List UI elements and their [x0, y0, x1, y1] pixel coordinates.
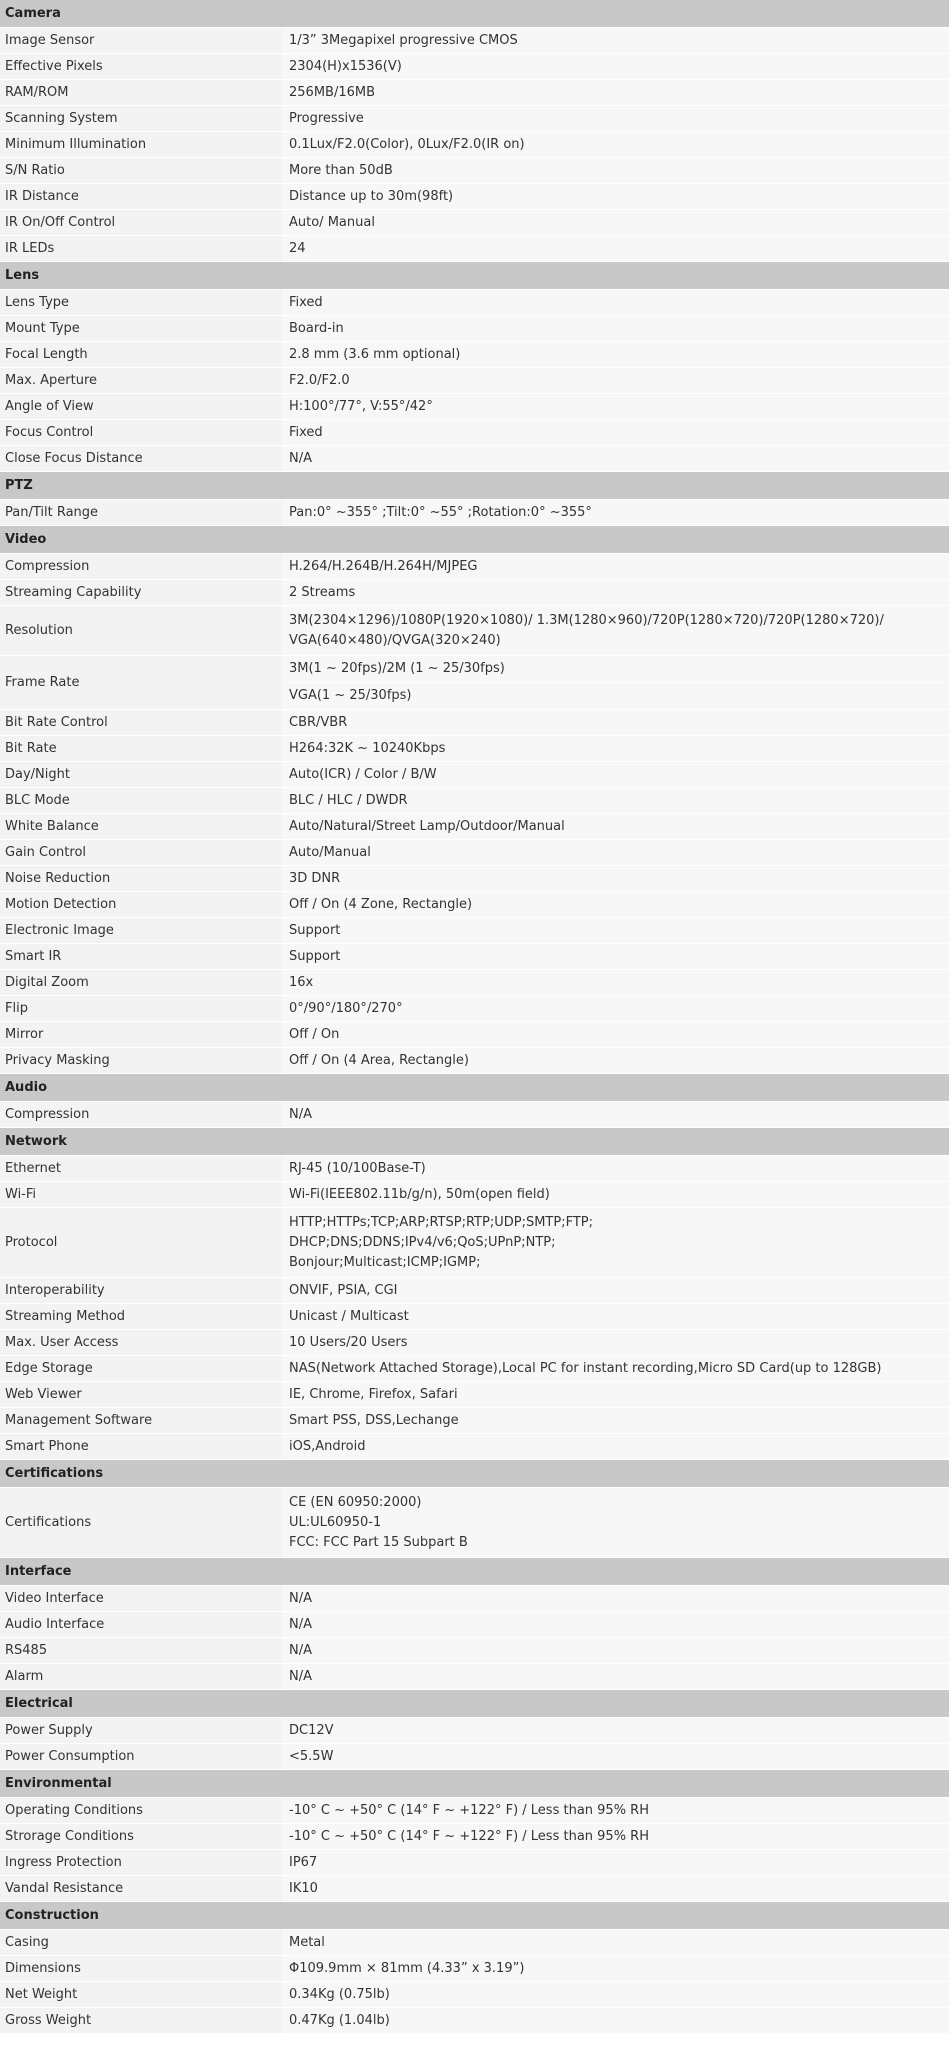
- spec-value-line: Off / On: [289, 1026, 340, 1042]
- spec-value-line: Auto(ICR) / Color / B/W: [289, 766, 437, 782]
- spec-value-line: Unicast / Multicast: [289, 1308, 409, 1324]
- spec-label: Operating Conditions: [0, 1798, 282, 1824]
- spec-row-power-consumption: [0, 1744, 949, 1770]
- spec-value: [282, 1824, 949, 1850]
- spec-row-day-night: [0, 762, 949, 788]
- spec-row-rs485: [0, 1638, 949, 1664]
- spec-value-line: Wi-Fi(IEEE802.11b/g/n), 50m(open field): [289, 1186, 550, 1202]
- spec-value: [282, 80, 949, 106]
- section-header-electrical: [0, 1690, 949, 1718]
- spec-label: Protocol: [0, 1208, 282, 1278]
- spec-value: [282, 1798, 949, 1824]
- spec-label: Interoperability: [0, 1278, 282, 1304]
- spec-value: [282, 1930, 949, 1956]
- spec-value-line: -10° C ~ +50° C (14° F ~ +122° F) / Less than 95% RH: [289, 1828, 649, 1844]
- spec-label: Vandal Resistance: [0, 1876, 282, 1902]
- spec-value: [282, 1664, 949, 1690]
- spec-label: Effective Pixels: [0, 54, 282, 80]
- spec-row-close-focus-distance: [0, 446, 949, 472]
- spec-row-resolution: [0, 606, 949, 656]
- spec-value: [282, 1382, 949, 1408]
- spec-label: Bit Rate Control: [0, 710, 282, 736]
- spec-value: [282, 1102, 949, 1128]
- spec-value-line: BLC / HLC / DWDR: [289, 792, 408, 808]
- spec-value: [282, 970, 949, 996]
- spec-label: Web Viewer: [0, 1382, 282, 1408]
- spec-row-pan-tilt-range: [0, 500, 949, 526]
- section-title: Construction: [0, 1902, 949, 1930]
- spec-value-line: DHCP;DNS;DDNS;IPv4/v6;QoS;UPnP;NTP;: [289, 1234, 556, 1250]
- spec-label: RAM/ROM: [0, 80, 282, 106]
- spec-value-line: Off / On (4 Area, Rectangle): [289, 1052, 469, 1068]
- spec-row-ram-rom: [0, 80, 949, 106]
- spec-value-line: IP67: [289, 1854, 318, 1870]
- section-header-audio: [0, 1074, 949, 1102]
- spec-value: [282, 1304, 949, 1330]
- spec-value-line: 16x: [289, 974, 314, 990]
- spec-value-line: Φ109.9mm × 81mm (4.33” x 3.19”): [289, 1960, 525, 1976]
- spec-label: Ingress Protection: [0, 1850, 282, 1876]
- spec-value-line: 2304(H)x1536(V): [289, 58, 402, 74]
- spec-label: Alarm: [0, 1664, 282, 1690]
- spec-label: Gross Weight: [0, 2008, 282, 2034]
- spec-row-ingress-protection: [0, 1850, 949, 1876]
- spec-value: [282, 1850, 949, 1876]
- spec-label: IR LEDs: [0, 236, 282, 262]
- spec-label: Motion Detection: [0, 892, 282, 918]
- spec-row-image-sensor: [0, 28, 949, 54]
- spec-value-line: Bonjour;Multicast;ICMP;IGMP;: [289, 1254, 481, 1270]
- spec-value-line: Off / On (4 Zone, Rectangle): [289, 896, 473, 912]
- spec-value-line: N/A: [289, 450, 312, 466]
- section-title: Environmental: [0, 1770, 949, 1798]
- spec-value: [282, 500, 949, 526]
- spec-label: Streaming Method: [0, 1304, 282, 1330]
- section-header-construction: [0, 1902, 949, 1930]
- spec-row-dimensions: [0, 1956, 949, 1982]
- spec-label: Management Software: [0, 1408, 282, 1434]
- spec-value-line: HTTP;HTTPs;TCP;ARP;RTSP;RTP;UDP;SMTP;FTP;: [289, 1214, 593, 1230]
- spec-row-minimum-illumination: [0, 132, 949, 158]
- spec-value: [282, 892, 949, 918]
- spec-label: Mount Type: [0, 316, 282, 342]
- spec-row-effective-pixels: [0, 54, 949, 80]
- section-header-camera: [0, 0, 949, 28]
- spec-value: [282, 918, 949, 944]
- spec-value: [282, 1022, 949, 1048]
- spec-value: [282, 1434, 949, 1460]
- spec-label: White Balance: [0, 814, 282, 840]
- spec-value-line: iOS,Android: [289, 1438, 366, 1454]
- spec-label: Image Sensor: [0, 28, 282, 54]
- section-header-ptz: [0, 472, 949, 500]
- spec-label: Privacy Masking: [0, 1048, 282, 1074]
- spec-label: Smart Phone: [0, 1434, 282, 1460]
- spec-value-line: 0.1Lux/F2.0(Color), 0Lux/F2.0(IR on): [289, 136, 525, 152]
- spec-row-ir-on-off-control: [0, 210, 949, 236]
- spec-label: Audio Interface: [0, 1612, 282, 1638]
- spec-value-line: RJ-45 (10/100Base-T): [289, 1160, 426, 1176]
- spec-value-line: N/A: [289, 1668, 312, 1684]
- spec-row-casing: [0, 1930, 949, 1956]
- spec-value: [282, 580, 949, 606]
- section-title: Video: [0, 526, 949, 554]
- spec-label: Power Consumption: [0, 1744, 282, 1770]
- spec-label: Streaming Capability: [0, 580, 282, 606]
- spec-label: Resolution: [0, 606, 282, 656]
- spec-value-line: 2 Streams: [289, 584, 356, 600]
- spec-row-frame-rate: [0, 656, 949, 710]
- spec-value-line: Auto/Manual: [289, 844, 371, 860]
- spec-value-line: VGA(1 ~ 25/30fps): [289, 682, 944, 709]
- spec-label: Net Weight: [0, 1982, 282, 2008]
- spec-row-gain-control: [0, 840, 949, 866]
- spec-label: Dimensions: [0, 1956, 282, 1982]
- spec-value: [282, 1744, 949, 1770]
- spec-label: Minimum Illumination: [0, 132, 282, 158]
- spec-label: Compression: [0, 1102, 282, 1128]
- spec-value: [282, 420, 949, 446]
- spec-label: Scanning System: [0, 106, 282, 132]
- section-header-network: [0, 1128, 949, 1156]
- section-title: Audio: [0, 1074, 949, 1102]
- spec-row-compression: [0, 1102, 949, 1128]
- spec-row-ir-leds: [0, 236, 949, 262]
- spec-label: Max. Aperture: [0, 368, 282, 394]
- spec-value-line: 0.34Kg (0.75lb): [289, 1986, 390, 2002]
- spec-row-audio-interface: [0, 1612, 949, 1638]
- spec-row-protocol: [0, 1208, 949, 1278]
- spec-row-gross-weight: [0, 2008, 949, 2034]
- spec-value-line: 1/3” 3Megapixel progressive CMOS: [289, 32, 518, 48]
- spec-row-mount-type: [0, 316, 949, 342]
- spec-value: [282, 996, 949, 1022]
- spec-label: S/N Ratio: [0, 158, 282, 184]
- spec-row-focal-length: [0, 342, 949, 368]
- spec-row-max-user-access: [0, 1330, 949, 1356]
- spec-value: [282, 762, 949, 788]
- spec-label: Video Interface: [0, 1586, 282, 1612]
- spec-value: [282, 1330, 949, 1356]
- spec-row-motion-detection: [0, 892, 949, 918]
- spec-value: [282, 656, 949, 710]
- spec-value: [282, 866, 949, 892]
- spec-value: [282, 1956, 949, 1982]
- spec-value-line: IE, Chrome, Firefox, Safari: [289, 1386, 458, 1402]
- spec-row-vandal-resistance: [0, 1876, 949, 1902]
- spec-row-focus-control: [0, 420, 949, 446]
- spec-row-smart-ir: [0, 944, 949, 970]
- spec-value: [282, 210, 949, 236]
- spec-label: Focus Control: [0, 420, 282, 446]
- section-title: Lens: [0, 262, 949, 290]
- spec-row-video-interface: [0, 1586, 949, 1612]
- section-title: Network: [0, 1128, 949, 1156]
- spec-value-line: More than 50dB: [289, 162, 393, 178]
- spec-row-net-weight: [0, 1982, 949, 2008]
- spec-value: [282, 1488, 949, 1558]
- spec-value: [282, 944, 949, 970]
- spec-row-digital-zoom: [0, 970, 949, 996]
- spec-value-line: -10° C ~ +50° C (14° F ~ +122° F) / Less than 95% RH: [289, 1802, 649, 1818]
- spec-label: Mirror: [0, 1022, 282, 1048]
- spec-value: [282, 316, 949, 342]
- spec-value: [282, 394, 949, 420]
- spec-row-scanning-system: [0, 106, 949, 132]
- spec-label: RS485: [0, 1638, 282, 1664]
- spec-label: Gain Control: [0, 840, 282, 866]
- spec-label: Smart IR: [0, 944, 282, 970]
- spec-value-line: 256MB/16MB: [289, 84, 376, 100]
- spec-value-line: <5.5W: [289, 1748, 334, 1764]
- spec-value-line: 3M(1 ~ 20fps)/2M (1 ~ 25/30fps): [289, 661, 505, 676]
- spec-value-line: N/A: [289, 1590, 312, 1606]
- spec-row-max-aperture: [0, 368, 949, 394]
- spec-value: [282, 290, 949, 316]
- spec-row-blc-mode: [0, 788, 949, 814]
- spec-row-electronic-image: [0, 918, 949, 944]
- spec-value: [282, 368, 949, 394]
- spec-value-line: 3M(2304×1296)/1080P(1920×1080)/ 1.3M(1280×960)/720P(1280×720)/720P(1280×720)/: [289, 612, 884, 628]
- spec-value: [282, 1408, 949, 1434]
- spec-value-line: DC12V: [289, 1722, 334, 1738]
- spec-label: IR Distance: [0, 184, 282, 210]
- spec-value-line: 0°/90°/180°/270°: [289, 1000, 403, 1016]
- spec-label: Noise Reduction: [0, 866, 282, 892]
- spec-value-line: VGA(640×480)/QVGA(320×240): [289, 632, 501, 648]
- spec-row-lens-type: [0, 290, 949, 316]
- spec-value: [282, 710, 949, 736]
- spec-label: Wi-Fi: [0, 1182, 282, 1208]
- spec-value: [282, 1982, 949, 2008]
- section-title: Certifications: [0, 1460, 949, 1488]
- spec-value: [282, 1048, 949, 1074]
- spec-row-s-n-ratio: [0, 158, 949, 184]
- spec-label: Flip: [0, 996, 282, 1022]
- spec-row-interoperability: [0, 1278, 949, 1304]
- spec-label: Frame Rate: [0, 656, 282, 710]
- spec-value-line: H:100°/77°, V:55°/42°: [289, 398, 433, 414]
- spec-row-web-viewer: [0, 1382, 949, 1408]
- spec-label: Ethernet: [0, 1156, 282, 1182]
- spec-row-privacy-masking: [0, 1048, 949, 1074]
- spec-value-line: NAS(Network Attached Storage),Local PC for instant recording,Micro SD Card(up to 128GB): [289, 1360, 882, 1376]
- section-header-environmental: [0, 1770, 949, 1798]
- spec-label: Focal Length: [0, 342, 282, 368]
- spec-row-mirror: [0, 1022, 949, 1048]
- spec-value-line: Metal: [289, 1934, 325, 1950]
- spec-row-ir-distance: [0, 184, 949, 210]
- spec-row-flip: [0, 996, 949, 1022]
- spec-value-line: N/A: [289, 1616, 312, 1632]
- spec-value: [282, 554, 949, 580]
- spec-value-line: Progressive: [289, 110, 364, 126]
- spec-value: [282, 106, 949, 132]
- spec-value: [282, 788, 949, 814]
- spec-value-line: Auto/ Manual: [289, 214, 375, 230]
- spec-value-line: Fixed: [289, 424, 323, 440]
- spec-value: [282, 1208, 949, 1278]
- section-title: Interface: [0, 1558, 949, 1586]
- spec-label: Casing: [0, 1930, 282, 1956]
- spec-value: [282, 1638, 949, 1664]
- spec-row-ethernet: [0, 1156, 949, 1182]
- spec-label: Bit Rate: [0, 736, 282, 762]
- section-header-lens: [0, 262, 949, 290]
- spec-value: [282, 236, 949, 262]
- spec-label: Max. User Access: [0, 1330, 282, 1356]
- spec-value-line: H.264/H.264B/H.264H/MJPEG: [289, 558, 478, 574]
- spec-label: Edge Storage: [0, 1356, 282, 1382]
- spec-value-line: Fixed: [289, 294, 323, 310]
- spec-value-line: Support: [289, 922, 341, 938]
- spec-value-line: CE (EN 60950:2000): [289, 1494, 422, 1510]
- spec-value-line: 3D DNR: [289, 870, 341, 886]
- spec-value-line: Distance up to 30m(98ft): [289, 188, 454, 204]
- spec-value: [282, 606, 949, 656]
- spec-row-operating-conditions: [0, 1798, 949, 1824]
- spec-value-line: Smart PSS, DSS,Lechange: [289, 1412, 459, 1428]
- spec-value-line: CBR/VBR: [289, 714, 348, 730]
- spec-row-certifications: [0, 1488, 949, 1558]
- spec-label: Power Supply: [0, 1718, 282, 1744]
- spec-value-line: Board-in: [289, 320, 344, 336]
- spec-value: [282, 840, 949, 866]
- spec-row-compression: [0, 554, 949, 580]
- spec-row-streaming-capability: [0, 580, 949, 606]
- spec-value: [282, 54, 949, 80]
- spec-value-line: UL:UL60950-1: [289, 1514, 382, 1530]
- spec-label: Close Focus Distance: [0, 446, 282, 472]
- spec-label: Lens Type: [0, 290, 282, 316]
- spec-label: Digital Zoom: [0, 970, 282, 996]
- spec-row-alarm: [0, 1664, 949, 1690]
- spec-label: IR On/Off Control: [0, 210, 282, 236]
- spec-value-line: Support: [289, 948, 341, 964]
- section-header-interface: [0, 1558, 949, 1586]
- spec-value-line: 2.8 mm (3.6 mm optional): [289, 346, 461, 362]
- spec-row-strorage-conditions: [0, 1824, 949, 1850]
- spec-value: [282, 132, 949, 158]
- spec-label: Certifications: [0, 1488, 282, 1558]
- spec-row-smart-phone: [0, 1434, 949, 1460]
- spec-value-line: IK10: [289, 1880, 318, 1896]
- spec-row-bit-rate-control: [0, 710, 949, 736]
- spec-row-power-supply: [0, 1718, 949, 1744]
- spec-value: [282, 1356, 949, 1382]
- spec-row-edge-storage: [0, 1356, 949, 1382]
- spec-value-line: Pan:0° ~355° ;Tilt:0° ~55° ;Rotation:0° ~355°: [289, 504, 592, 520]
- spec-row-noise-reduction: [0, 866, 949, 892]
- spec-label: Day/Night: [0, 762, 282, 788]
- spec-value: [282, 342, 949, 368]
- spec-row-management-software: [0, 1408, 949, 1434]
- spec-value: [282, 1876, 949, 1902]
- spec-value: [282, 1182, 949, 1208]
- spec-row-angle-of-view: [0, 394, 949, 420]
- section-title: Camera: [0, 0, 949, 28]
- spec-value-line: 24: [289, 240, 306, 256]
- section-title: PTZ: [0, 472, 949, 500]
- spec-label: Strorage Conditions: [0, 1824, 282, 1850]
- spec-value: [282, 1278, 949, 1304]
- spec-label: Pan/Tilt Range: [0, 500, 282, 526]
- section-title: Electrical: [0, 1690, 949, 1718]
- spec-value: [282, 158, 949, 184]
- spec-label: Compression: [0, 554, 282, 580]
- spec-value: [282, 1612, 949, 1638]
- spec-value-line: H264:32K ~ 10240Kbps: [289, 740, 446, 756]
- section-header-video: [0, 526, 949, 554]
- spec-value: [282, 446, 949, 472]
- spec-value-line: ONVIF, PSIA, CGI: [289, 1282, 398, 1298]
- section-header-certifications: [0, 1460, 949, 1488]
- spec-value: [282, 2008, 949, 2034]
- spec-value: [282, 1586, 949, 1612]
- spec-value-line: Auto/Natural/Street Lamp/Outdoor/Manual: [289, 818, 565, 834]
- spec-value: [282, 736, 949, 762]
- spec-value-line: 10 Users/20 Users: [289, 1334, 408, 1350]
- spec-value-line: N/A: [289, 1106, 312, 1122]
- spec-value: [282, 28, 949, 54]
- spec-label: Angle of View: [0, 394, 282, 420]
- spec-value: [282, 814, 949, 840]
- spec-row-bit-rate: [0, 736, 949, 762]
- spec-row-streaming-method: [0, 1304, 949, 1330]
- spec-value-line: F2.0/F2.0: [289, 372, 350, 388]
- spec-value: [282, 1156, 949, 1182]
- spec-label: BLC Mode: [0, 788, 282, 814]
- spec-value: [282, 184, 949, 210]
- spec-label: Electronic Image: [0, 918, 282, 944]
- spec-value-line: 0.47Kg (1.04lb): [289, 2012, 390, 2028]
- spec-value-line: N/A: [289, 1642, 312, 1658]
- spec-row-white-balance: [0, 814, 949, 840]
- spec-value: [282, 1718, 949, 1744]
- spec-row-wi-fi: [0, 1182, 949, 1208]
- spec-value-line: FCC: FCC Part 15 Subpart B: [289, 1534, 468, 1550]
